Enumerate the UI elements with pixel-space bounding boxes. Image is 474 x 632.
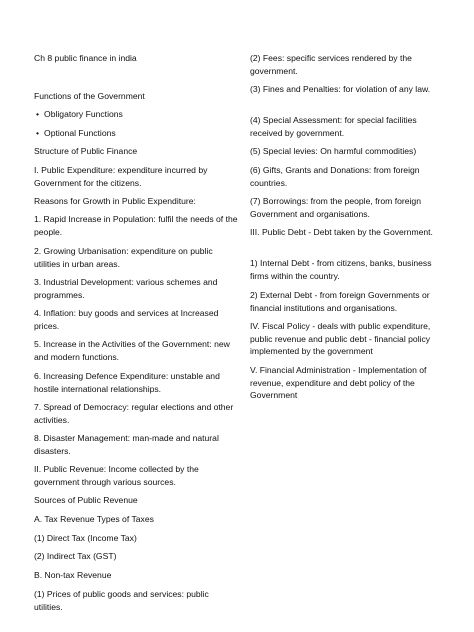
paragraph: 5. Increase in the Activities of the Government: new and modern functions.: [34, 339, 230, 362]
section-heading: Functions of the Government: [34, 91, 145, 101]
paragraph: 3. Industrial Development: various schemes and programmes.: [34, 277, 218, 300]
paragraph: (5) Special levies: On harmful commodities): [250, 146, 417, 156]
paragraph: II. Public Revenue: Income collected by the government through various sources.: [34, 464, 199, 487]
paragraph: Sources of Public Revenue: [34, 495, 138, 505]
paragraph: 2) External Debt - from foreign Governments or financial institutions and organisations.: [250, 290, 430, 313]
paragraph: Reasons for Growth in Public Expenditure:: [34, 196, 196, 206]
paragraph: A. Tax Revenue Types of Taxes: [34, 514, 154, 524]
paragraph: (4) Special Assessment: for special facilities received by government.: [250, 115, 417, 138]
paragraph: 2. Growing Urbanisation: expenditure on public utilities in urban areas.: [34, 246, 213, 269]
paragraph: I. Public Expenditure: expenditure incurred by Government for the citizens.: [34, 165, 208, 188]
paragraph: 6. Increasing Defence Expenditure: unstable and hostile international relationships.: [34, 371, 220, 394]
paragraph: Structure of Public Finance: [34, 146, 138, 156]
list-item: • Obligatory Functions: [34, 108, 241, 121]
paragraph: (6) Gifts, Grants and Donations: from foreign countries.: [250, 165, 420, 188]
document-title: Ch 8 public finance in india: [34, 53, 137, 63]
list-item: • Optional Functions: [34, 127, 241, 140]
paragraph: (1) Prices of public goods and services: public utilities.: [34, 589, 209, 612]
paragraph: (1) Direct Tax (Income Tax): [34, 533, 137, 543]
paragraph: III. Public Debt - Debt taken by the Government.: [250, 227, 433, 237]
paragraph: 1) Internal Debt - from citizens, banks, business firms within the country.: [250, 258, 432, 281]
paragraph: 4. Inflation: buy goods and services at Increased prices.: [34, 308, 219, 331]
paragraph: (7) Borrowings: from the people, from foreign Government and organisations.: [250, 196, 421, 219]
paragraph: 7. Spread of Democracy: regular elections and other activities.: [34, 402, 234, 425]
paragraph: V. Financial Administration - Implementation of revenue, expenditure and debt policy of the Government: [250, 365, 427, 401]
paragraph: (3) Fines and Penalties: for violation of any law.: [250, 84, 431, 94]
paragraph: IV. Fiscal Policy - deals with public expenditure, public revenue and public debt - financial policy implemented by the government: [250, 321, 431, 357]
paragraph: (2) Indirect Tax (GST): [34, 551, 117, 561]
paragraph: B. Non-tax Revenue: [34, 570, 112, 580]
paragraph: 8. Disaster Management: man-made and natural disasters.: [34, 433, 219, 456]
paragraph: (2) Fees: specific services rendered by the government.: [250, 53, 412, 76]
paragraph: 1. Rapid Increase in Population: fulfil the needs of the people.: [34, 214, 238, 237]
